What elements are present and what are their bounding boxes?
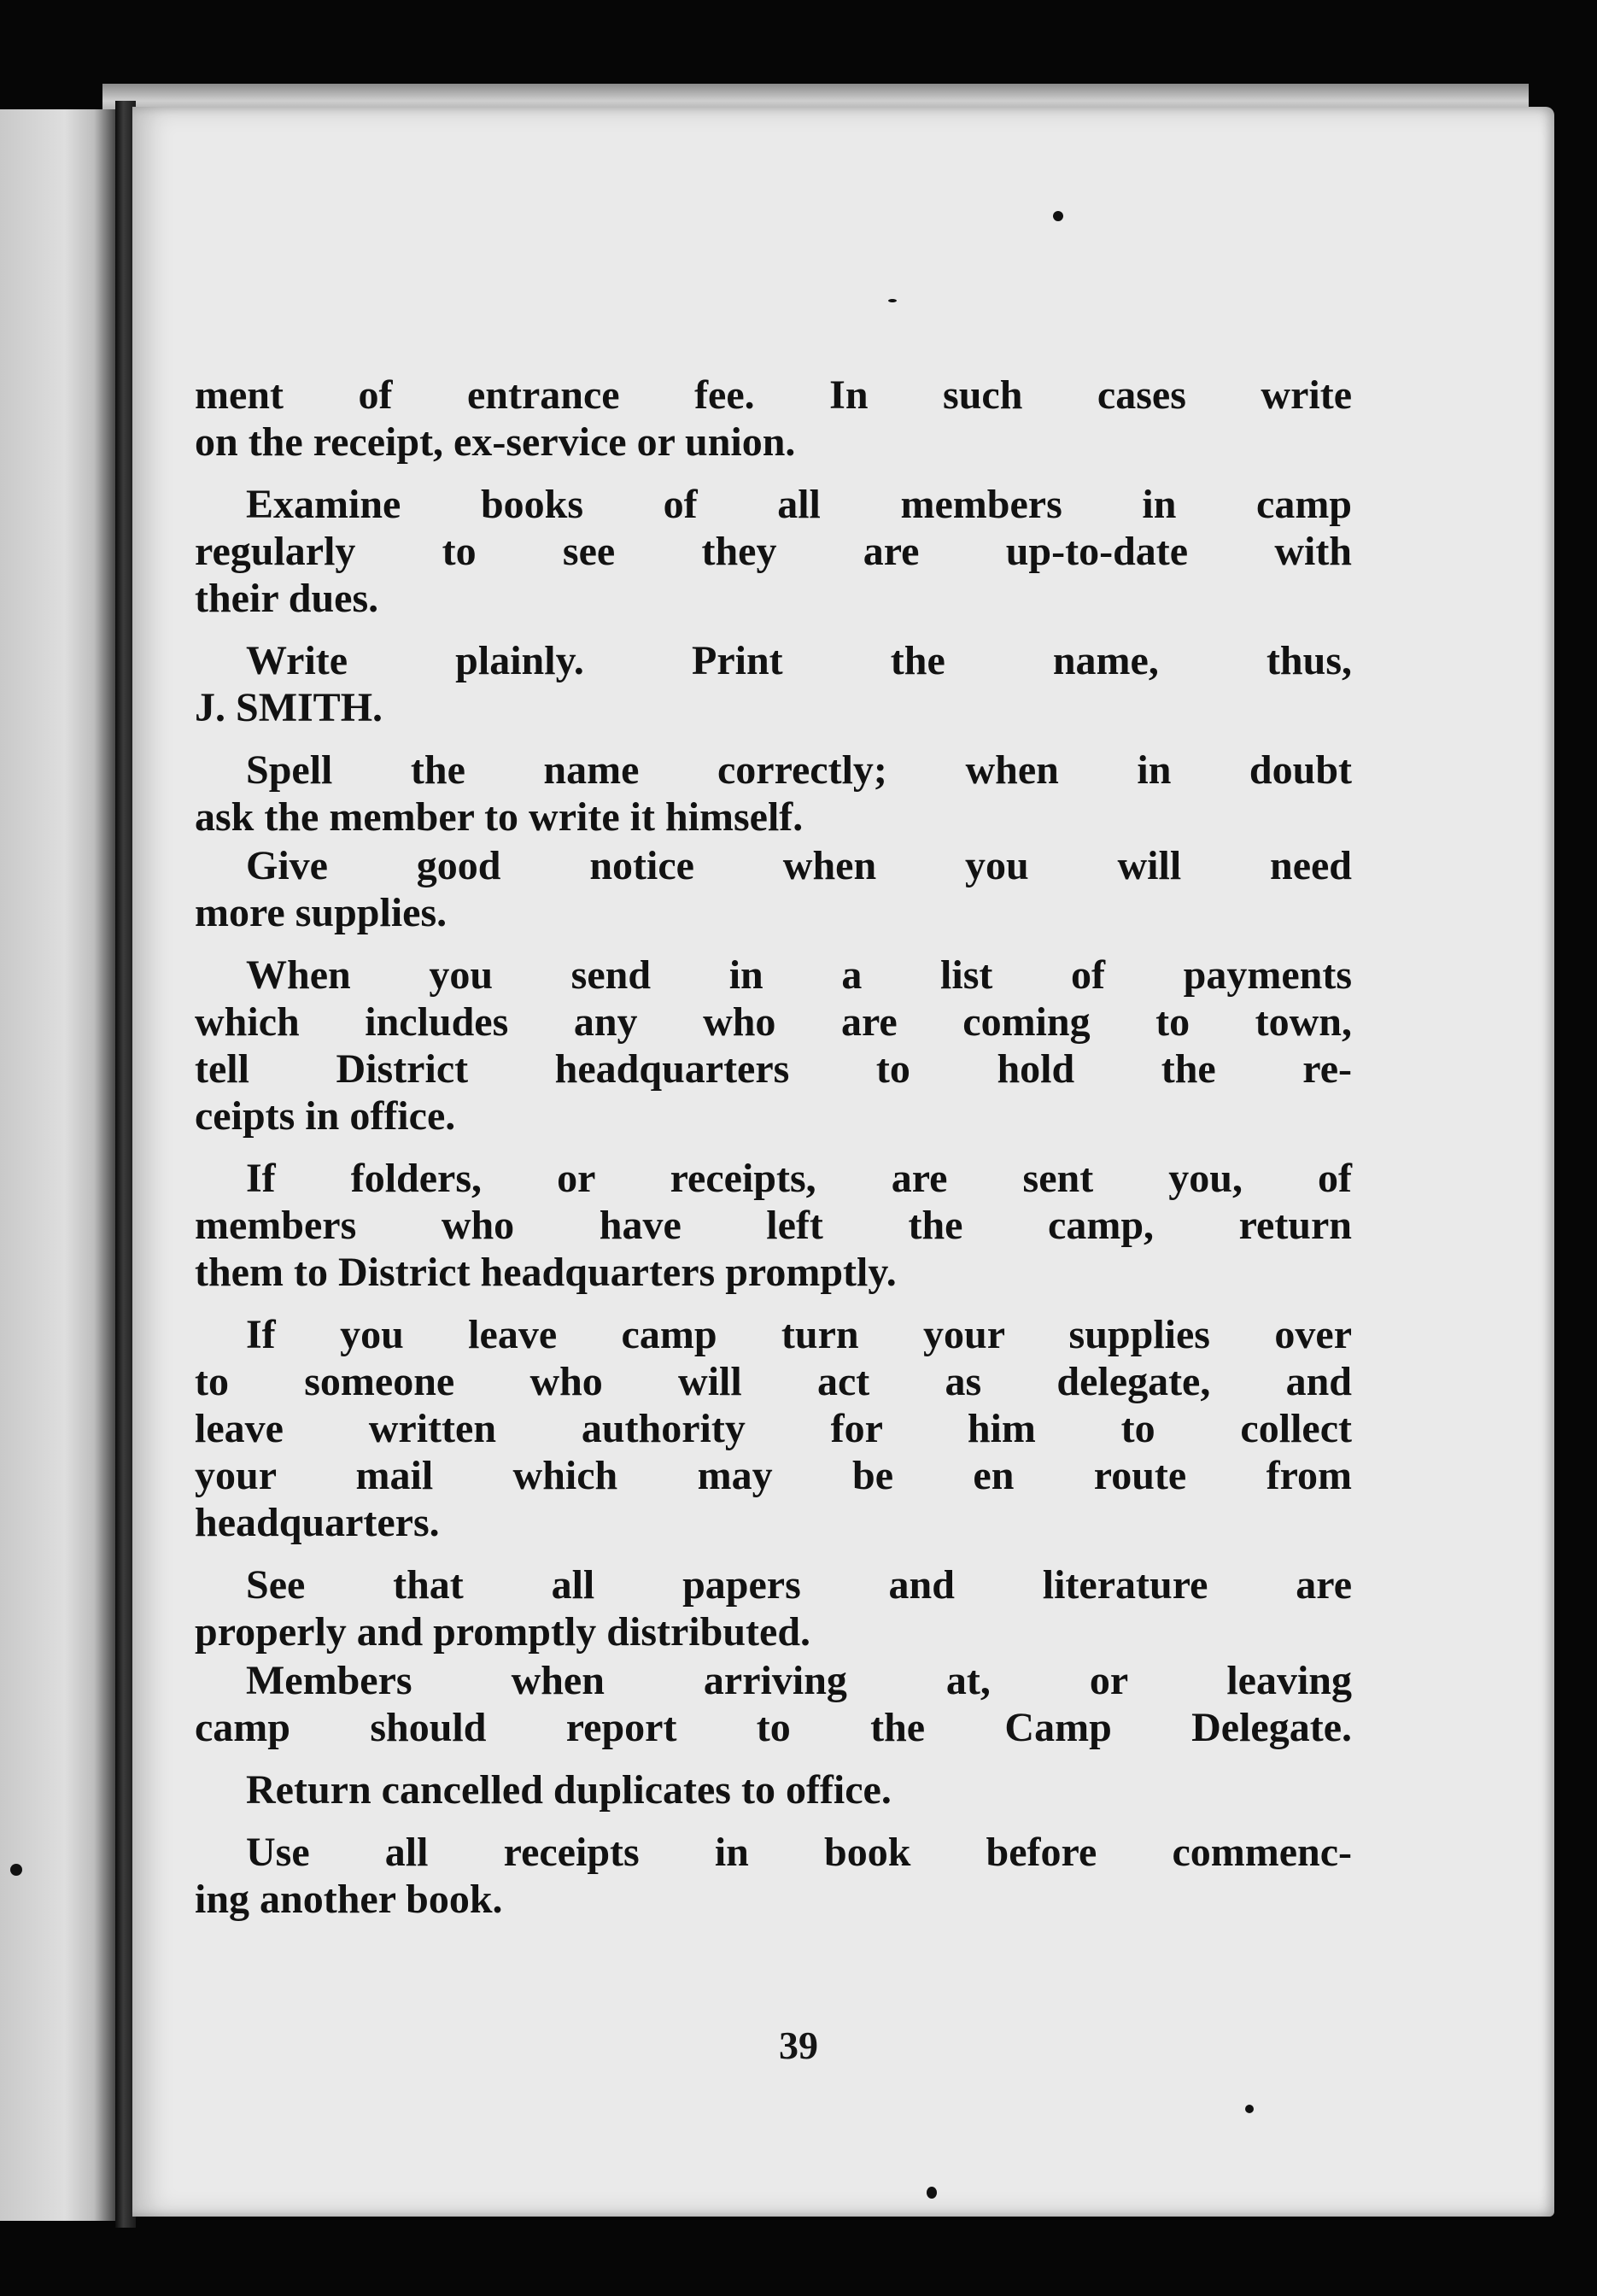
paragraph: [195, 1766, 1352, 1813]
body-text: [195, 372, 1352, 1923]
text-line: your mail which may be en route from: [195, 1453, 1352, 1498]
paragraph: [195, 842, 1352, 936]
text-line: properly and promptly distributed.: [195, 1609, 811, 1655]
dust-speck: [927, 2187, 937, 2199]
text-line: camp should report to the Camp Delegate.: [195, 1705, 1352, 1750]
text-line: them to District headquarters promptly.: [195, 1250, 897, 1295]
text-line: Use all receipts in book before commenc-: [246, 1830, 1352, 1875]
text-line: which includes any who are coming to town,: [195, 999, 1352, 1045]
facing-page-edge: [0, 109, 118, 2221]
dust-speck: [1245, 2105, 1254, 2113]
dust-speck: [1053, 211, 1063, 221]
page-number: 39: [779, 2024, 818, 2067]
paragraph: [195, 952, 1352, 1139]
paragraph: [195, 1155, 1352, 1296]
text-line: to someone who will act as delegate, and: [195, 1359, 1352, 1404]
text-line: members who have left the camp, return: [195, 1203, 1352, 1248]
text-line: on the receipt, ex-service or union.: [195, 419, 796, 465]
dust-speck: [10, 1864, 22, 1876]
paragraph: [195, 1311, 1352, 1546]
text-line: more supplies.: [195, 890, 448, 935]
text-line: ment of entrance fee. In such cases write: [195, 372, 1352, 418]
paragraph: [195, 481, 1352, 622]
text-line: ceipts in office.: [195, 1093, 456, 1139]
text-line: ing another book.: [195, 1877, 503, 1922]
text-line: If you leave camp turn your supplies over: [246, 1312, 1352, 1357]
paragraph: [195, 1561, 1352, 1655]
paragraph: [195, 372, 1352, 466]
text-line: headquarters.: [195, 1500, 440, 1545]
paragraph: [195, 747, 1352, 840]
text-line: regularly to see they are up-to-date with: [195, 529, 1352, 574]
text-line: their dues.: [195, 576, 379, 621]
text-line: See that all papers and literature are: [246, 1562, 1352, 1608]
text-line: Give good notice when you will need: [246, 843, 1352, 888]
text-line: Examine books of all members in camp: [246, 482, 1352, 527]
dust-speck: [888, 299, 897, 302]
text-line: ask the member to write it himself.: [195, 794, 804, 840]
paragraph: [195, 637, 1352, 731]
text-line: If folders, or receipts, are sent you, of: [246, 1156, 1352, 1201]
text-line: Spell the name correctly; when in doubt: [246, 747, 1352, 793]
text-line: Write plainly. Print the name, thus,: [246, 638, 1352, 683]
text-line: Members when arriving at, or leaving: [246, 1658, 1352, 1703]
text-line: J. SMITH.: [195, 685, 383, 730]
paragraph: [195, 1829, 1352, 1923]
text-line: Return cancelled duplicates to office.: [246, 1767, 892, 1813]
text-line: When you send in a list of payments: [246, 952, 1352, 998]
text-line: tell District headquarters to hold the re-: [195, 1046, 1352, 1092]
paragraph: [195, 1657, 1352, 1751]
text-line: leave written authority for him to collect: [195, 1406, 1352, 1451]
